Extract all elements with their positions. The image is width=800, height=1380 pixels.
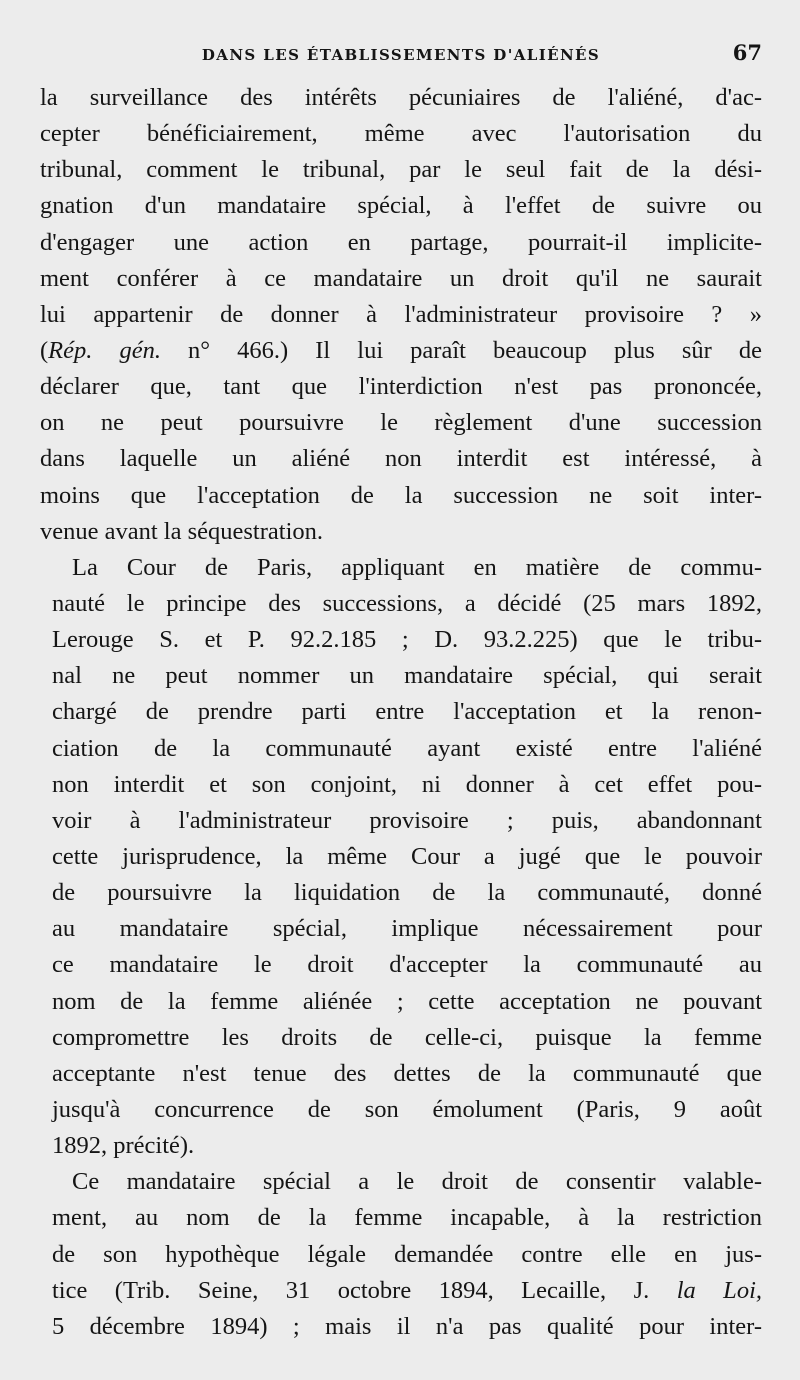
text-line: (Rép. gén. n° 466.) Il lui paraît beaucoup plus sûr de <box>40 336 762 364</box>
text-line: 1892, précité). <box>52 1132 195 1160</box>
text-line: nauté le principe des successions, a décidé (25 mars 1892, <box>52 589 762 617</box>
text-span: tice (Trib. Seine, 31 octobre 1894, Lecaille, J. <box>52 1276 677 1304</box>
text-line: la surveillance des intérêts pécuniaires de l'aliéné, d'ac- <box>40 84 762 111</box>
text-line: cette jurisprudence, la même Cour a jugé que le pouvoir <box>52 842 762 870</box>
page-number: 67 <box>732 40 762 65</box>
running-head <box>40 38 762 72</box>
text-line: cepter bénéficiairement, même avec l'autorisation du <box>40 120 762 148</box>
text-line: La Cour de Paris, appliquant en matière de commu- <box>72 553 762 581</box>
text-line: au mandataire spécial, implique nécessairement pour <box>52 915 762 943</box>
text-line: voir à l'administrateur provisoire ; puis, abandonnant <box>52 806 762 834</box>
text-line: moins que l'acceptation de la succession ne soit inter- <box>40 481 762 509</box>
text-line: dans laquelle un aliéné non interdit est intéressé, à <box>40 445 762 473</box>
text-line: acceptante n'est tenue des dettes de la communauté que <box>52 1059 762 1087</box>
text-line: 5 décembre 1894) ; mais il n'a pas qualité pour inter- <box>52 1312 762 1340</box>
text-line: d'engager une action en partage, pourrait-il implicite- <box>40 228 762 256</box>
text-line: lui appartenir de donner à l'administrateur provisoire ? » <box>40 300 762 328</box>
text-line: jusqu'à concurrence de son émolument (Paris, 9 août <box>52 1095 762 1123</box>
text-line: ciation de la communauté ayant existé entre l'aliéné <box>52 734 762 762</box>
body-text <box>40 80 762 1345</box>
text-span: n° 466.) Il lui paraît beaucoup plus sûr de <box>160 336 762 364</box>
text-line: Ce mandataire spécial a le droit de consentir valable- <box>72 1168 762 1196</box>
text-line: on ne peut poursuivre le règlement d'une succession <box>40 409 762 437</box>
text-line: de son hypothèque légale demandée contre elle en jus- <box>52 1240 762 1268</box>
text-line: compromettre les droits de celle-ci, puisque la femme <box>52 1023 762 1051</box>
text-line: venue avant la séquestration. <box>40 517 324 545</box>
text-line <box>40 1273 762 1309</box>
text-line: de poursuivre la liquidation de la communauté, donné <box>52 879 762 907</box>
text-line: nom de la femme aliénée ; cette acceptation ne pouvant <box>52 987 762 1015</box>
text-line: gnation d'un mandataire spécial, à l'effet de suivre ou <box>40 192 762 220</box>
text-line: non interdit et son conjoint, ni donner à cet effet pou- <box>52 770 762 798</box>
text-line: ment, au nom de la femme incapable, à la restriction <box>52 1204 762 1232</box>
text-line: ce mandataire le droit d'accepter la communauté au <box>52 951 762 979</box>
text-line: Lerouge S. et P. 92.2.185 ; D. 93.2.225) que le tribu- <box>52 626 762 654</box>
text-line: nal ne peut nommer un mandataire spécial, qui serait <box>52 662 762 690</box>
journal-italic: la Loi, <box>676 1276 762 1304</box>
running-title: DANS LES ÉTABLISSEMENTS D'ALIÉNÉS <box>201 46 601 64</box>
text-line: chargé de prendre parti entre l'acceptation et la renon- <box>52 698 762 726</box>
text-line: ment conférer à ce mandataire un droit qu'il ne saurait <box>40 264 762 292</box>
text-line: déclarer que, tant que l'interdiction n'est pas prononcée, <box>40 373 762 401</box>
text-line: tribunal, comment le tribunal, par le seul fait de la dési- <box>40 156 762 184</box>
citation-italic: Rép. gén. <box>48 336 161 364</box>
